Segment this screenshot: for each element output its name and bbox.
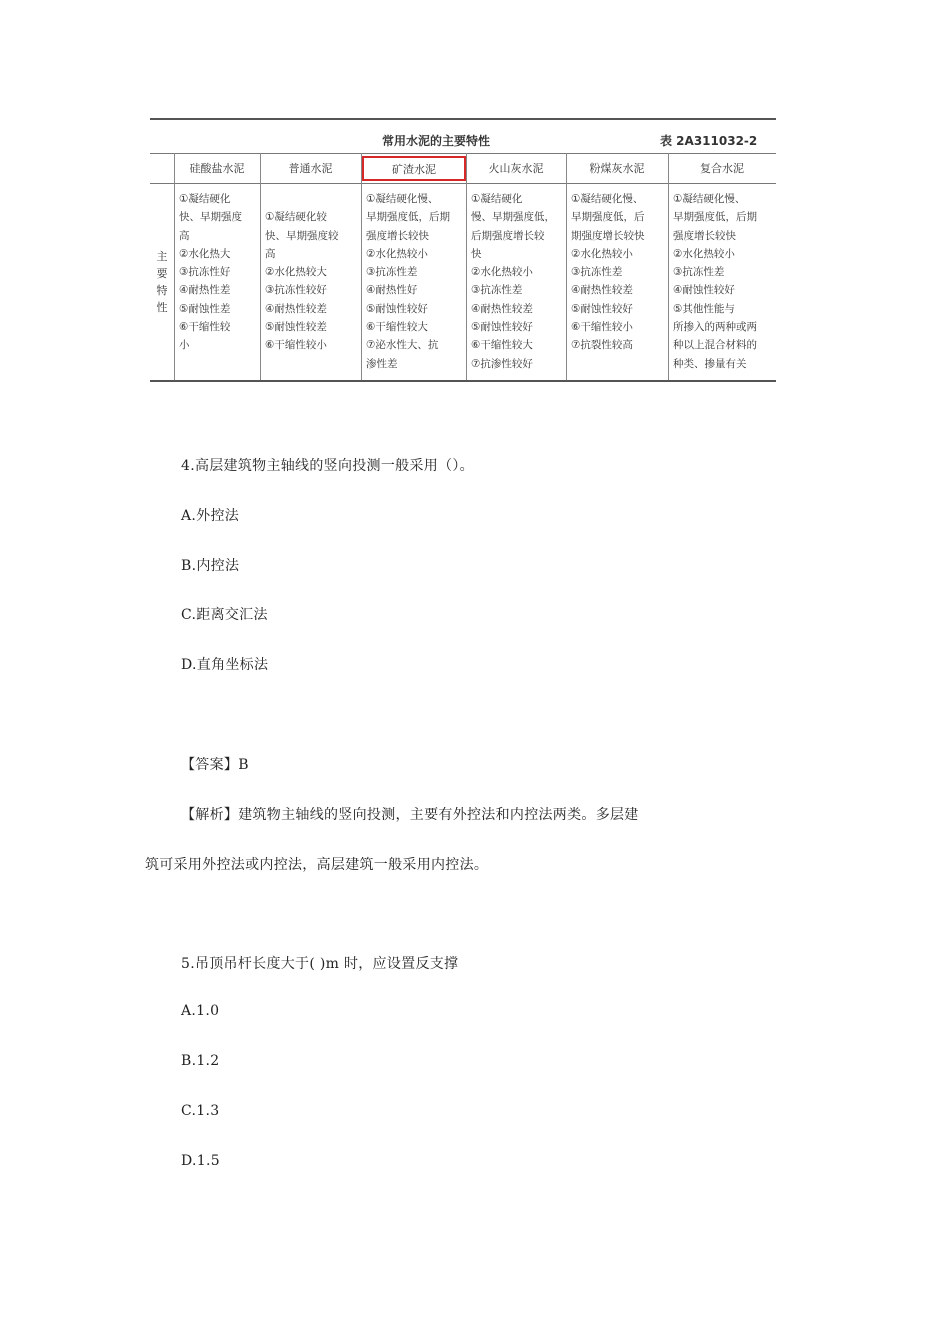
q4-option-d: D.直角坐标法 xyxy=(181,657,269,673)
q4-option-c: C.距离交汇法 xyxy=(181,607,268,623)
column-divider xyxy=(361,153,362,381)
q4-option-a: A.外控法 xyxy=(181,508,240,524)
cement-properties-table xyxy=(150,118,776,384)
q5-option-a: A.1.0 xyxy=(181,1003,220,1019)
q4-answer: 【答案】B xyxy=(181,757,249,773)
column-divider xyxy=(174,153,175,381)
column-divider xyxy=(566,153,567,381)
q5-option-d: D.1.5 xyxy=(181,1153,220,1169)
header-rule-bottom xyxy=(150,183,776,184)
q4-analysis-line2: 筑可采用外控法或内控法，高层建筑一般采用内控法。 xyxy=(145,857,489,873)
cell-composite: ①凝结硬化慢、 早期强度低，后期 强度增长较快 ②水化热较小 ③抗冻性差 ④耐蚀性较好 ⑤其他性能与 所掺入的两种或两 种以上混合材料的 种类、掺量有关 xyxy=(673,193,757,370)
cell-flyash: ①凝结硬化慢、 早期强度低，后 期强度增长较快 ②水化热较小 ③抗冻性差 ④耐热性较差 ⑤耐蚀性较好 ⑥干缩性较小 ⑦抗裂性较高 xyxy=(571,193,645,352)
cell-portland: ①凝结硬化 快、早期强度 高 ②水化热大 ③抗冻性好 ④耐热性差 ⑤耐蚀性差 ⑥干缩性较 小 xyxy=(179,193,242,352)
table-bottom-rule xyxy=(150,380,776,382)
col-header-pozzolana: 火山灰水泥 xyxy=(488,162,544,175)
table-number: 表 2A311032-2 xyxy=(660,134,758,148)
column-divider xyxy=(668,153,669,381)
column-divider xyxy=(466,153,467,381)
column-divider xyxy=(260,153,261,381)
q4-analysis-line1: 【解析】建筑物主轴线的竖向投测，主要有外控法和内控法两类。多层建 xyxy=(181,807,639,823)
cell-slag: ①凝结硬化慢、 早期强度低，后期 强度增长较快 ②水化热较小 ③抗冻性差 ④耐热性好 ⑤耐蚀性较好 ⑥干缩性较大 ⑦泌水性大、抗 渗性差 xyxy=(366,193,450,370)
col-header-composite: 复合水泥 xyxy=(700,162,744,175)
col-header-flyash: 粉煤灰水泥 xyxy=(589,162,645,175)
table-title: 常用水泥的主要特性 xyxy=(382,134,491,148)
row-label-properties: 主 要 特 性 xyxy=(156,250,168,314)
cell-pozzolana: ①凝结硬化 慢、早期强度低， 后期强度增长较 快 ②水化热较小 ③抗冻性差 ④耐热性较差 ⑤耐蚀性较好 ⑥干缩性较大 ⑦抗渗性较好 xyxy=(471,193,555,370)
table-top-rule xyxy=(150,118,776,120)
q4-question: 4.高层建筑物主轴线的竖向投测一般采用（）。 xyxy=(181,458,474,474)
col-header-slag: 矿渣水泥 xyxy=(362,156,466,181)
col-header-portland: 硅酸盐水泥 xyxy=(189,162,245,175)
col-header-ordinary: 普通水泥 xyxy=(288,162,333,175)
q5-option-c: C.1.3 xyxy=(181,1103,220,1119)
q4-option-b: B.内控法 xyxy=(181,558,240,574)
q5-option-b: B.1.2 xyxy=(181,1053,220,1069)
cell-ordinary: ①凝结硬化较 快、早期强度较 高 ②水化热较大 ③抗冻性较好 ④耐热性较差 ⑤耐蚀性较差 ⑥干缩性较小 xyxy=(265,211,339,352)
q5-question: 5.吊顶吊杆长度大于( )m 时，应设置反支撑 xyxy=(181,956,459,972)
